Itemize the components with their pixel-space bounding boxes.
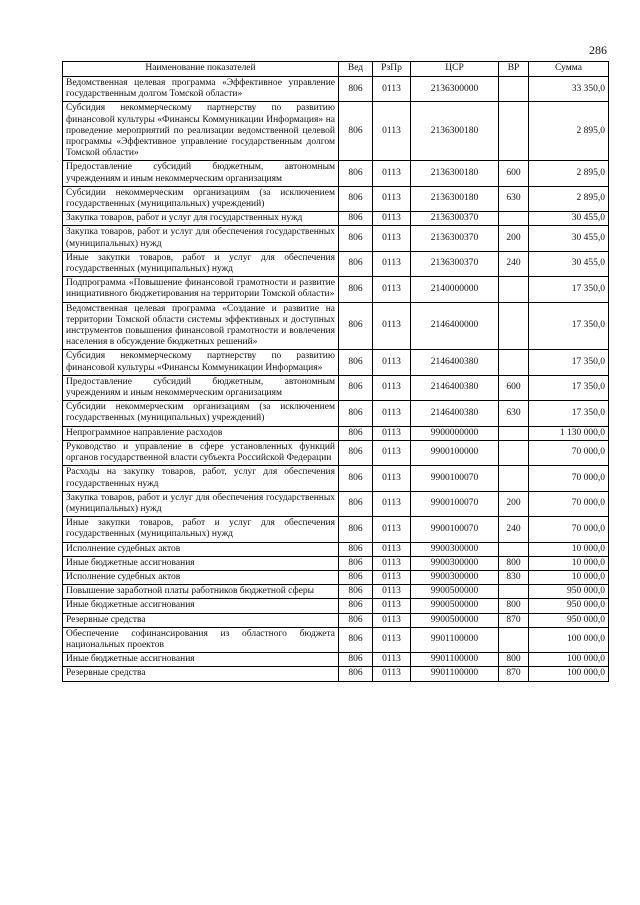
cell-vr: 600 xyxy=(499,375,529,400)
cell-name: Исполнение судебных актов xyxy=(63,570,339,584)
cell-rzpr: 0113 xyxy=(373,302,411,350)
cell-name: Субсидия некоммерческому партнерству по развитию финансовой культуры «Финансы Коммуникации Информация» на проведение мероприятий по реализации ведомственной целевой программы «Эффективное управление государственным долгом Томской области» xyxy=(63,102,339,161)
header-csr: ЦСР xyxy=(411,62,499,77)
table-row xyxy=(63,599,609,613)
table-row xyxy=(63,556,609,570)
table-row xyxy=(63,302,609,350)
cell-name: Субсидии некоммерческим организациям (за исключением государственных (муниципальных) учреждений) xyxy=(63,401,339,426)
cell-rzpr: 0113 xyxy=(373,570,411,584)
cell-name: Предоставление субсидий бюджетным, автономным учреждениям и иным некоммерческим организациям xyxy=(63,161,339,186)
cell-ved: 806 xyxy=(339,277,373,302)
cell-vr xyxy=(499,277,529,302)
table-row xyxy=(63,226,609,251)
cell-ved: 806 xyxy=(339,186,373,211)
cell-csr: 9901100000 xyxy=(411,667,499,681)
cell-name: Субсидия некоммерческому партнерству по развитию финансовой культуры «Финансы Коммуникации Информация» xyxy=(63,350,339,375)
cell-rzpr: 0113 xyxy=(373,277,411,302)
cell-csr: 9900500000 xyxy=(411,585,499,599)
cell-csr: 9900100000 xyxy=(411,440,499,465)
cell-name: Иные закупки товаров, работ и услуг для обеспечения государственных (муниципальных) нужд xyxy=(63,517,339,542)
table-row xyxy=(63,542,609,556)
cell-csr: 2136300180 xyxy=(411,102,499,161)
cell-vr: 800 xyxy=(499,599,529,613)
cell-csr: 2136300370 xyxy=(411,212,499,226)
cell-name: Резервные средства xyxy=(63,667,339,681)
cell-vr xyxy=(499,466,529,491)
cell-rzpr: 0113 xyxy=(373,585,411,599)
cell-sum: 10 000,0 xyxy=(529,556,609,570)
cell-sum: 30 455,0 xyxy=(529,251,609,276)
cell-vr xyxy=(499,440,529,465)
cell-vr: 600 xyxy=(499,161,529,186)
cell-vr: 870 xyxy=(499,613,529,627)
header-rzpr: РзПр xyxy=(373,62,411,77)
cell-csr: 2146400380 xyxy=(411,375,499,400)
cell-csr: 2136300000 xyxy=(411,77,499,102)
cell-csr: 2136300180 xyxy=(411,186,499,211)
cell-csr: 2136300180 xyxy=(411,161,499,186)
cell-rzpr: 0113 xyxy=(373,440,411,465)
table-row xyxy=(63,491,609,516)
cell-name: Субсидии некоммерческим организациям (за исключением государственных (муниципальных) учреждений) xyxy=(63,186,339,211)
cell-ved: 806 xyxy=(339,613,373,627)
table-row xyxy=(63,161,609,186)
cell-csr: 9900000000 xyxy=(411,426,499,440)
cell-rzpr: 0113 xyxy=(373,251,411,276)
cell-rzpr: 0113 xyxy=(373,542,411,556)
cell-ved: 806 xyxy=(339,542,373,556)
cell-sum: 950 000,0 xyxy=(529,585,609,599)
cell-csr: 9901100000 xyxy=(411,653,499,667)
table-row xyxy=(63,466,609,491)
cell-rzpr: 0113 xyxy=(373,375,411,400)
cell-sum: 70 000,0 xyxy=(529,440,609,465)
table-row xyxy=(63,77,609,102)
cell-ved: 806 xyxy=(339,102,373,161)
cell-rzpr: 0113 xyxy=(373,226,411,251)
cell-name: Иные бюджетные ассигнования xyxy=(63,556,339,570)
cell-rzpr: 0113 xyxy=(373,599,411,613)
cell-sum: 950 000,0 xyxy=(529,599,609,613)
cell-name: Непрограммное направление расходов xyxy=(63,426,339,440)
page-number: 286 xyxy=(589,43,607,57)
cell-vr xyxy=(499,585,529,599)
cell-ved: 806 xyxy=(339,556,373,570)
cell-vr xyxy=(499,302,529,350)
cell-sum: 10 000,0 xyxy=(529,570,609,584)
cell-ved: 806 xyxy=(339,653,373,667)
table-row xyxy=(63,277,609,302)
budget-table xyxy=(62,61,609,682)
cell-csr: 9900100070 xyxy=(411,517,499,542)
table-row xyxy=(63,585,609,599)
cell-ved: 806 xyxy=(339,491,373,516)
cell-ved: 806 xyxy=(339,302,373,350)
cell-rzpr: 0113 xyxy=(373,102,411,161)
cell-name: Иные бюджетные ассигнования xyxy=(63,653,339,667)
table-row xyxy=(63,102,609,161)
cell-name: Повышение заработной платы работников бюджетной сферы xyxy=(63,585,339,599)
cell-vr: 200 xyxy=(499,226,529,251)
table-row xyxy=(63,375,609,400)
table-row xyxy=(63,627,609,652)
cell-name: Закупка товаров, работ и услуг для обеспечения государственных (муниципальных) нужд xyxy=(63,226,339,251)
cell-csr: 9900300000 xyxy=(411,570,499,584)
cell-vr: 800 xyxy=(499,653,529,667)
cell-sum: 33 350,0 xyxy=(529,77,609,102)
cell-rzpr: 0113 xyxy=(373,556,411,570)
cell-sum: 100 000,0 xyxy=(529,667,609,681)
cell-ved: 806 xyxy=(339,517,373,542)
cell-vr: 800 xyxy=(499,556,529,570)
cell-rzpr: 0113 xyxy=(373,426,411,440)
cell-ved: 806 xyxy=(339,426,373,440)
cell-name: Расходы на закупку товаров, работ, услуг для обеспечения государственных нужд xyxy=(63,466,339,491)
cell-vr xyxy=(499,350,529,375)
cell-rzpr: 0113 xyxy=(373,350,411,375)
cell-name: Иные бюджетные ассигнования xyxy=(63,599,339,613)
cell-csr: 9900100070 xyxy=(411,466,499,491)
cell-sum: 17 350,0 xyxy=(529,375,609,400)
cell-csr: 9900100070 xyxy=(411,491,499,516)
cell-csr: 9900500000 xyxy=(411,599,499,613)
cell-sum: 2 895,0 xyxy=(529,102,609,161)
table-row xyxy=(63,440,609,465)
table-row xyxy=(63,401,609,426)
cell-ved: 806 xyxy=(339,350,373,375)
cell-sum: 70 000,0 xyxy=(529,466,609,491)
cell-ved: 806 xyxy=(339,599,373,613)
cell-rzpr: 0113 xyxy=(373,401,411,426)
cell-vr xyxy=(499,102,529,161)
cell-rzpr: 0113 xyxy=(373,491,411,516)
table-row xyxy=(63,251,609,276)
cell-rzpr: 0113 xyxy=(373,613,411,627)
cell-ved: 806 xyxy=(339,77,373,102)
cell-name: Ведомственная целевая программа «Эффективное управление государственным долгом Томской области» xyxy=(63,77,339,102)
cell-name: Руководство и управление в сфере установленных функций органов государственной власти субъекта Российской Федерации xyxy=(63,440,339,465)
table-row xyxy=(63,570,609,584)
header-name: Наименование показателей xyxy=(63,62,339,77)
cell-sum: 17 350,0 xyxy=(529,302,609,350)
cell-name: Обеспечение софинансирования из областного бюджета национальных проектов xyxy=(63,627,339,652)
cell-vr: 630 xyxy=(499,401,529,426)
header-ved: Вед xyxy=(339,62,373,77)
cell-rzpr: 0113 xyxy=(373,627,411,652)
cell-vr: 240 xyxy=(499,517,529,542)
cell-name: Иные закупки товаров, работ и услуг для обеспечения государственных (муниципальных) нужд xyxy=(63,251,339,276)
table-row xyxy=(63,212,609,226)
cell-name: Подпрограмма «Повышение финансовой грамотности и развитие инициативного бюджетирования на территории Томской области» xyxy=(63,277,339,302)
cell-rzpr: 0113 xyxy=(373,212,411,226)
cell-vr xyxy=(499,426,529,440)
table-row xyxy=(63,350,609,375)
cell-sum: 30 455,0 xyxy=(529,212,609,226)
cell-ved: 806 xyxy=(339,570,373,584)
cell-sum: 17 350,0 xyxy=(529,277,609,302)
cell-csr: 9900500000 xyxy=(411,613,499,627)
cell-sum: 10 000,0 xyxy=(529,542,609,556)
cell-rzpr: 0113 xyxy=(373,77,411,102)
cell-csr: 2136300370 xyxy=(411,251,499,276)
header-vr: ВР xyxy=(499,62,529,77)
cell-vr: 630 xyxy=(499,186,529,211)
cell-rzpr: 0113 xyxy=(373,667,411,681)
cell-vr xyxy=(499,542,529,556)
cell-name: Закупка товаров, работ и услуг для обеспечения государственных (муниципальных) нужд xyxy=(63,491,339,516)
cell-vr: 240 xyxy=(499,251,529,276)
cell-name: Резервные средства xyxy=(63,613,339,627)
table-body xyxy=(63,77,609,682)
cell-ved: 806 xyxy=(339,466,373,491)
cell-vr xyxy=(499,77,529,102)
cell-sum: 2 895,0 xyxy=(529,186,609,211)
cell-vr: 830 xyxy=(499,570,529,584)
cell-ved: 806 xyxy=(339,627,373,652)
cell-csr: 9901100000 xyxy=(411,627,499,652)
cell-vr xyxy=(499,212,529,226)
table-row xyxy=(63,186,609,211)
cell-sum: 950 000,0 xyxy=(529,613,609,627)
cell-sum: 30 455,0 xyxy=(529,226,609,251)
cell-sum: 17 350,0 xyxy=(529,401,609,426)
cell-name: Закупка товаров, работ и услуг для государственных нужд xyxy=(63,212,339,226)
table-row xyxy=(63,613,609,627)
table-row xyxy=(63,667,609,681)
cell-vr: 200 xyxy=(499,491,529,516)
cell-sum: 2 895,0 xyxy=(529,161,609,186)
cell-rzpr: 0113 xyxy=(373,186,411,211)
cell-csr: 2146400380 xyxy=(411,401,499,426)
cell-csr: 2140000000 xyxy=(411,277,499,302)
cell-ved: 806 xyxy=(339,440,373,465)
cell-ved: 806 xyxy=(339,585,373,599)
cell-rzpr: 0113 xyxy=(373,466,411,491)
cell-csr: 2146400380 xyxy=(411,350,499,375)
cell-rzpr: 0113 xyxy=(373,653,411,667)
cell-sum: 1 130 000,0 xyxy=(529,426,609,440)
cell-sum: 100 000,0 xyxy=(529,627,609,652)
cell-rzpr: 0113 xyxy=(373,517,411,542)
cell-name: Ведомственная целевая программа «Создание и развитие на территории Томской области системы эффективных и доступных инструментов повышения финансовой грамотности и вовлечения населения в обсуждение бюджетных решений» xyxy=(63,302,339,350)
cell-ved: 806 xyxy=(339,212,373,226)
cell-csr: 2136300370 xyxy=(411,226,499,251)
table-row xyxy=(63,653,609,667)
cell-csr: 9900300000 xyxy=(411,556,499,570)
cell-ved: 806 xyxy=(339,667,373,681)
cell-csr: 9900300000 xyxy=(411,542,499,556)
header-sum: Сумма xyxy=(529,62,609,77)
cell-ved: 806 xyxy=(339,251,373,276)
table-header-row xyxy=(63,62,609,77)
cell-csr: 2146400000 xyxy=(411,302,499,350)
cell-sum: 70 000,0 xyxy=(529,517,609,542)
table-row xyxy=(63,517,609,542)
cell-rzpr: 0113 xyxy=(373,161,411,186)
cell-vr xyxy=(499,627,529,652)
cell-vr: 870 xyxy=(499,667,529,681)
cell-sum: 17 350,0 xyxy=(529,350,609,375)
table-row xyxy=(63,426,609,440)
cell-name: Исполнение судебных актов xyxy=(63,542,339,556)
cell-ved: 806 xyxy=(339,161,373,186)
cell-ved: 806 xyxy=(339,226,373,251)
cell-sum: 70 000,0 xyxy=(529,491,609,516)
cell-ved: 806 xyxy=(339,375,373,400)
cell-name: Предоставление субсидий бюджетным, автономным учреждениям и иным некоммерческим организациям xyxy=(63,375,339,400)
cell-ved: 806 xyxy=(339,401,373,426)
cell-sum: 100 000,0 xyxy=(529,653,609,667)
